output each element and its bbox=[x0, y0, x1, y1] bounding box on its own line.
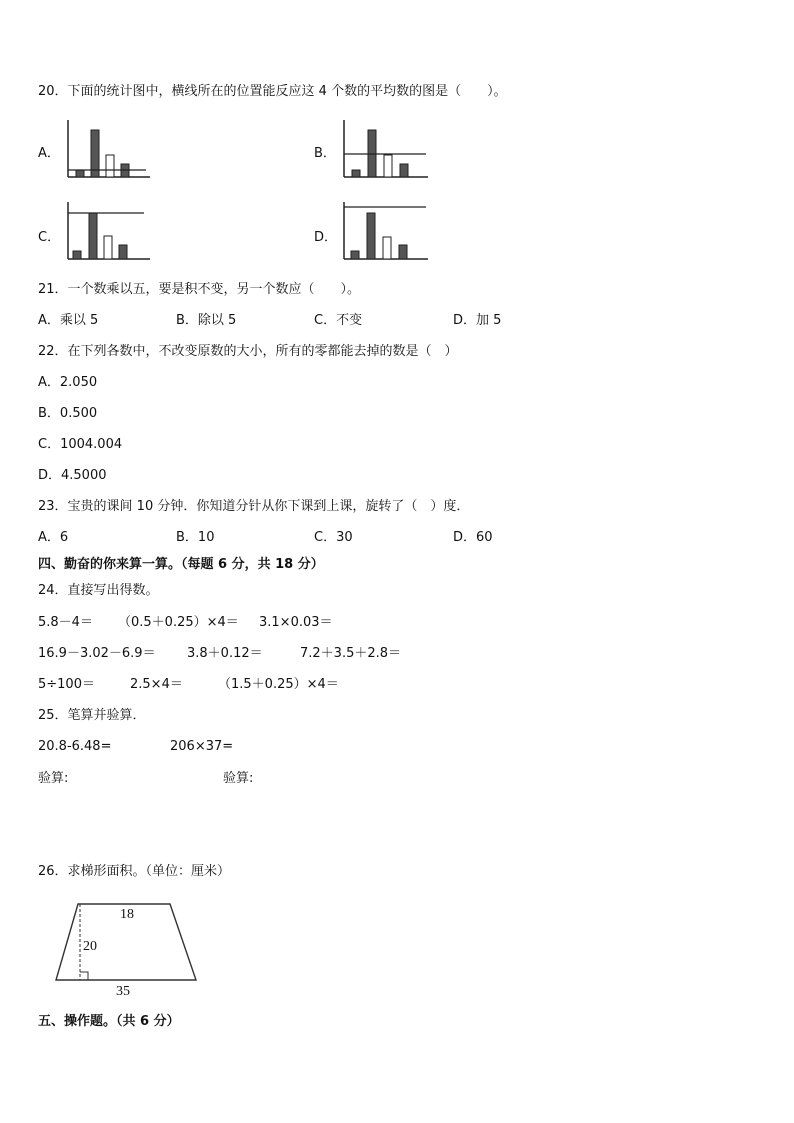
q24-r1-c2: （0.5＋0.25）×4＝ bbox=[118, 615, 239, 630]
q22-option-c[interactable]: C．1004.004 bbox=[38, 437, 123, 452]
chart-c-bar-2 bbox=[89, 213, 97, 259]
right-angle-mark bbox=[80, 972, 88, 980]
q20-chart-c bbox=[62, 200, 152, 264]
q20-option-d-label[interactable]: D． bbox=[314, 230, 338, 245]
q24-r1-c3: 3.1×0.03＝ bbox=[259, 615, 333, 630]
q23-option-b[interactable]: B．10 bbox=[176, 530, 215, 545]
q25-text: 25．笔算并验算． bbox=[38, 708, 146, 723]
q20-option-b-label[interactable]: B． bbox=[314, 146, 336, 161]
chart-c-bar-4 bbox=[119, 245, 127, 259]
q20-chart-d bbox=[338, 200, 430, 264]
chart-d-bar-3 bbox=[383, 237, 391, 259]
trapezoid-top-label: 18 bbox=[120, 907, 134, 922]
q20-chart-a bbox=[62, 118, 152, 182]
q22-text: 22．在下列各数中，不改变原数的大小，所有的零都能去掉的数是（ ） bbox=[38, 344, 458, 359]
q25-problem-2: 206×37= bbox=[170, 739, 234, 754]
q25-check-label-1: 验算: bbox=[38, 771, 69, 786]
q24-r1-c1: 5.8－4＝ bbox=[38, 615, 93, 630]
q21-option-b[interactable]: B．除以 5 bbox=[176, 313, 237, 328]
q24-r2-c1: 16.9－3.02－6.9＝ bbox=[38, 646, 156, 661]
section-4-title: 四、勤奋的你来算一算。（每题 6 分，共 18 分） bbox=[38, 557, 324, 572]
trapezoid-height-label: 20 bbox=[83, 939, 97, 954]
q20-option-c-label[interactable]: C． bbox=[38, 230, 61, 245]
q23-option-d[interactable]: D．60 bbox=[453, 530, 493, 545]
q21-option-a[interactable]: A．乘以 5 bbox=[38, 313, 99, 328]
q25-check-label-2: 验算: bbox=[223, 771, 254, 786]
q21-option-d[interactable]: D．加 5 bbox=[453, 313, 502, 328]
chart-d-bar-2 bbox=[367, 213, 375, 259]
chart-c-bar-1 bbox=[73, 251, 81, 259]
chart-a-bar-3 bbox=[106, 155, 114, 177]
q24-text: 24．直接写出得数。 bbox=[38, 583, 159, 598]
q23-text: 23．宝贵的课间 10 分钟．你知道分针从你下课到上课，旋转了（ ）度． bbox=[38, 499, 470, 514]
trapezoid-figure bbox=[50, 896, 210, 1000]
chart-a-bar-1 bbox=[76, 170, 84, 177]
q24-r3-c2: 2.5×4＝ bbox=[130, 677, 183, 692]
q24-r2-c2: 3.8＋0.12＝ bbox=[187, 646, 263, 661]
q23-option-c[interactable]: C．30 bbox=[314, 530, 353, 545]
q24-r3-c3: （1.5＋0.25）×4＝ bbox=[218, 677, 339, 692]
q22-option-d[interactable]: D．4.5000 bbox=[38, 468, 107, 483]
q25-problem-1: 20.8-6.48= bbox=[38, 739, 112, 754]
chart-c-bar-3 bbox=[104, 236, 112, 259]
chart-b-bar-1 bbox=[352, 170, 360, 177]
chart-b-bar-4 bbox=[400, 164, 408, 177]
q24-r3-c1: 5÷100＝ bbox=[38, 677, 95, 692]
q20-option-a-label[interactable]: A． bbox=[38, 146, 60, 161]
q21-text: 21．一个数乘以五，要是积不变，另一个数应（ ）。 bbox=[38, 282, 361, 297]
q22-option-b[interactable]: B．0.500 bbox=[38, 406, 98, 421]
q20-text: 20．下面的统计图中，横线所在的位置能反应这 4 个数的平均数的图是（ ）。 bbox=[38, 84, 507, 99]
q20-chart-b bbox=[338, 118, 430, 182]
section-5-title: 五、操作题。（共 6 分） bbox=[38, 1014, 180, 1029]
q23-option-a[interactable]: A．6 bbox=[38, 530, 69, 545]
trapezoid-bottom-label: 35 bbox=[116, 984, 130, 999]
q24-r2-c3: 7.2＋3.5＋2.8＝ bbox=[300, 646, 402, 661]
q21-option-c[interactable]: C．不变 bbox=[314, 313, 363, 328]
chart-d-bar-1 bbox=[351, 251, 359, 259]
q26-text: 26．求梯形面积。（单位：厘米） bbox=[38, 864, 231, 879]
q22-option-a[interactable]: A．2.050 bbox=[38, 375, 98, 390]
chart-b-bar-3 bbox=[384, 155, 392, 177]
chart-d-bar-4 bbox=[399, 245, 407, 259]
